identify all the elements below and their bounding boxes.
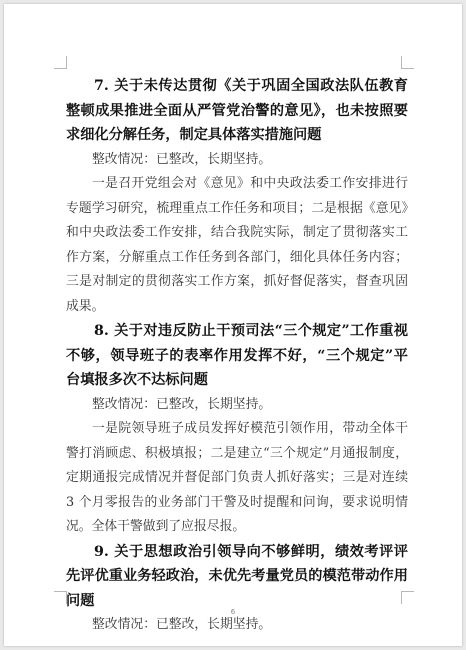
- document-body: [66, 74, 408, 638]
- section-8-details: 一是院领导班子成员发挥好模范引领作用，带动全体干警打消顾虑、积极填报；二是建立“三个规定”月通报制度，定期通报完成情况并督促部门负责人抓好落实；三是对连续 3 个月零报告的业务部门干警及时提醒和问询，要求说明情况。全体干警做到了应报尽报。: [66, 421, 408, 534]
- page-number: 6: [230, 608, 236, 616]
- section-7-heading: 7. 关于未传达贯彻《关于巩固全国政法队伍教育整顿成果推进全面从严管党治警的意见》，也未按照要求细化分解任务，制定具体落实措施问题: [66, 78, 408, 143]
- section-7-status: 整改情况：已整改，长期坚持。: [92, 151, 272, 167]
- section-7-details: 一是召开党组会对《意见》和中央政法委工作安排进行专题学习研究，梳理重点工作任务和项目；二是根据《意见》和中央政法委工作安排，结合我院实际，制定了贯彻落实工作方案，分解重点工作任务到各部门，细化具体任务内容；三是对制定的贯彻落实工作方案，抓好督促落实，督查巩固成果。: [66, 176, 408, 314]
- section-9-heading: 9. 关于思想政治引领导向不够鲜明，绩效考评评先评优重业务轻政治，未优先考量党员的模范带动作用问题: [66, 543, 408, 609]
- section-8-status: 整改情况：已整改，长期坚持。: [92, 396, 272, 412]
- crop-mark-top-right: [401, 56, 414, 69]
- document-page: [4, 4, 462, 646]
- section-8-heading: 8. 关于对违反防止干预司法“三个规定”工作重视不够，领导班子的表率作用发挥不好，“三个规定”平台填报多次不达标问题: [66, 323, 408, 388]
- crop-mark-top-left: [54, 56, 67, 69]
- section-9-status: 整改情况：已整改，长期坚持。: [92, 617, 272, 632]
